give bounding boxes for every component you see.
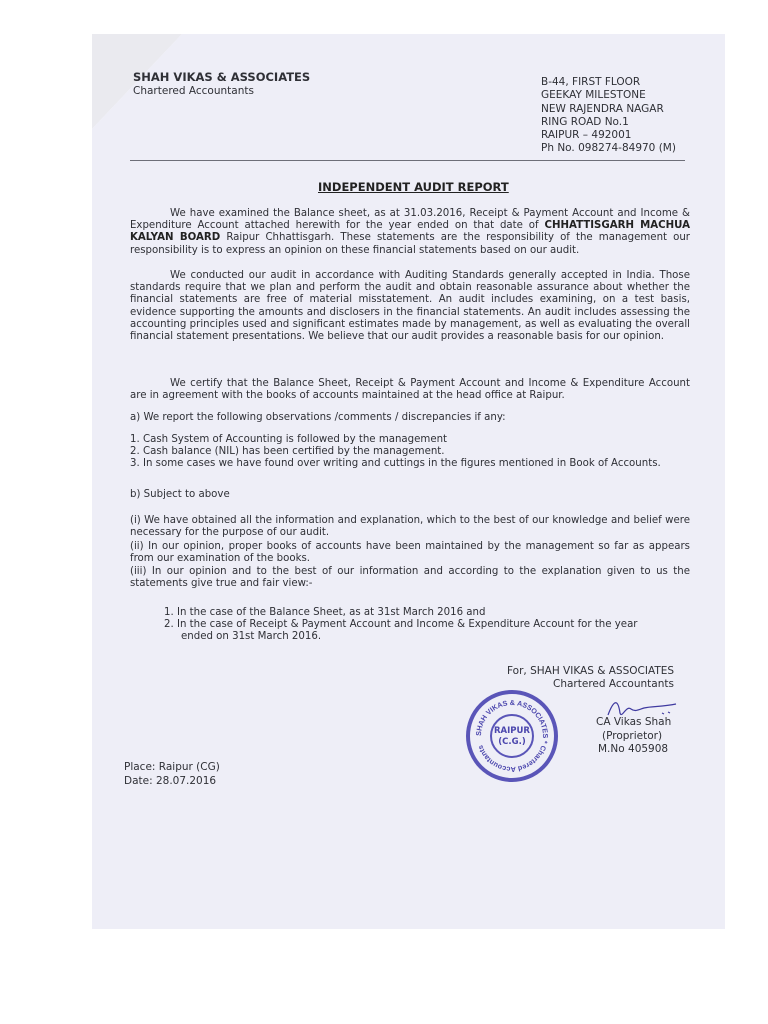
para2-text: We conducted our audit in accordance with Auditing Standards generally accepted in India. Those standards require that we plan and perform the audit and obtain reasonable assurance about whether the financial statements are free of material misstatement. An audit includes examining, on a test basis, evidence supporting the amounts and disclosers in the financial statements. An audit includes assessing the accounting principles used and significant estimates made by management, as well as evaluating the overall financial statement presentations. We believe that our audit provides a reasonable basis for our opinion. [130, 270, 690, 343]
address-line: NEW RAJENDRA NAGAR [541, 102, 664, 115]
opinion-ii: (ii) In our opinion, proper books of accounts have been maintained by the management so far as appears from our examination of the books. [130, 541, 690, 565]
address-line: Ph No. 098274-84970 (M) [541, 142, 676, 155]
firm-address [541, 76, 676, 156]
para1-text-b: Raipur Chhattisgarh. These statements are the responsibility of the management our responsibility is to express an opinion on these financial statements based on our audit. [130, 232, 690, 256]
opinion-iii: (iii) In our opinion and to the best of our information and according to the explanation given to us the statements give true and fair view:- [130, 566, 690, 590]
firm-name: SHAH VIKAS & ASSOCIATES [133, 70, 311, 84]
observation-item: 1. Cash System of Accounting is followed by the management [130, 434, 448, 445]
view-item-1: 1. In the case of the Balance Sheet, as at 31st March 2016 and [164, 607, 486, 618]
signatory-title: (Proprietor) [602, 729, 663, 742]
observation-item: 2. Cash balance (NIL) has been certified by the management. [130, 446, 445, 458]
firm-seal [466, 690, 558, 782]
for-firm-line: For, SHAH VIKAS & ASSOCIATES [507, 665, 675, 677]
address-line: RAIPUR – 492001 [541, 129, 632, 142]
svg-text:SHAH VIKAS & ASSOCIATES * Char: SHAH VIKAS & ASSOCIATES * Chartered Accountants [473, 697, 551, 775]
seal-state: (C.G.) [498, 737, 526, 747]
place-date-block [124, 761, 220, 788]
place-line: Place: Raipur (CG) [124, 761, 220, 773]
true-fair-view-list [164, 607, 689, 644]
address-line: GEEKAY MILESTONE [541, 89, 646, 102]
entity-name: CHHATTISGARH MACHUA KALYAN BOARD [130, 220, 691, 244]
observation-item: 3. In some cases we have found over writing and cuttings in the figures mentioned in Book of Accounts. [130, 458, 661, 470]
observations-list [130, 434, 690, 471]
address-line: RING ROAD No.1 [541, 115, 629, 128]
document-page [92, 34, 725, 929]
address-line: B-44, FIRST FLOOR [541, 76, 641, 88]
signatory-name: CA Vikas Shah [596, 716, 672, 728]
seal-city: RAIPUR [494, 726, 530, 736]
opinion-i: (i) We have obtained all the information and explanation, which to the best of our knowledge and belief were necessary for the purpose of our audit. [130, 515, 690, 539]
signatory-details [596, 716, 671, 757]
firm-subtitle: Chartered Accountants [133, 85, 254, 97]
view-item-2-continued: ended on 31st March 2016. [181, 631, 322, 643]
seal-center [490, 714, 534, 758]
section-a-heading: a) We report the following observations /comments / discrepancies if any: [130, 412, 506, 423]
paragraph-audit-standards [130, 270, 690, 343]
date-line: Date: 28.07.2016 [124, 774, 217, 787]
report-title: INDEPENDENT AUDIT REPORT [318, 180, 509, 194]
paragraph-certification [130, 378, 690, 402]
header-divider [130, 160, 685, 161]
signatory-role: Chartered Accountants [553, 678, 674, 690]
section-b-heading: b) Subject to above [130, 489, 230, 500]
paragraph-examination [130, 208, 690, 257]
membership-number: M.No 405908 [598, 743, 669, 755]
para3-text: We certify that the Balance Sheet, Receipt & Payment Account and Income & Expenditure Account are in agreement with the books of accounts maintained at the head office at Raipur. [130, 378, 690, 402]
view-item-2: 2. In the case of Receipt & Payment Account and Income & Expenditure Account for the year [164, 619, 638, 631]
para1-text-a: We have examined the Balance sheet, as at 31.03.2016, Receipt & Payment Account and Income & Expenditure Account attached herewith for the year ended on that date of [130, 208, 690, 232]
